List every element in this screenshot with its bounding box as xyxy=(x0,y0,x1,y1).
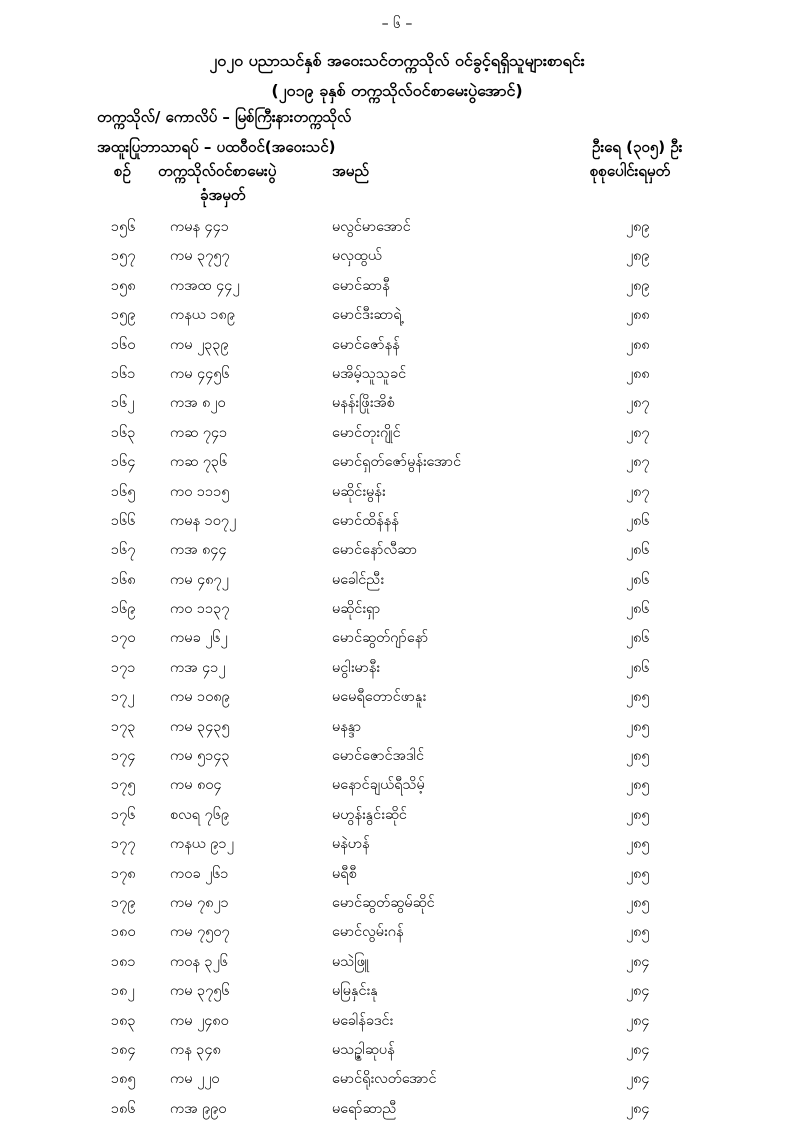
name-cell: မငွါးမာနီး xyxy=(332,659,380,676)
table-row xyxy=(0,508,794,537)
major-line: အထူးပြုဘာသာရပ် – ပထဝီဝင်(အဝေးသင်) xyxy=(97,138,336,156)
roll-number-cell: ကဆ ၇၃၆ xyxy=(170,454,228,471)
table-row xyxy=(0,596,794,625)
total-marks-cell: ၂၈၉ xyxy=(626,219,650,235)
total-marks-cell: ၂၈၈ xyxy=(626,365,650,382)
total-marks-cell: ၂၈၆ xyxy=(626,601,650,618)
roll-number-cell: ကမန ၄၄၁ xyxy=(170,219,230,235)
name-cell: မရော်ဆာညီ xyxy=(332,1100,397,1117)
total-marks-cell: ၂၈၄ xyxy=(626,1100,650,1117)
roll-number-cell: ကဝ ၁၁၁၅ xyxy=(170,483,230,500)
roll-number-cell: ကဝန ၃၂၆ xyxy=(170,953,228,970)
name-cell: မောင်နော်လီဆာ xyxy=(332,542,418,559)
roll-number-cell: ကမ ၁၀၈၉ xyxy=(170,689,230,706)
header-total-marks: စုစုပေါင်းရမှတ် xyxy=(590,162,671,180)
total-marks-cell: ၂၈၅ xyxy=(626,748,650,765)
table-row xyxy=(0,214,794,243)
table-row xyxy=(0,449,794,478)
table-row xyxy=(0,1008,794,1037)
serial-no-cell: ၁၅၇ xyxy=(111,248,136,265)
serial-no-cell: ၁၇၁ xyxy=(111,659,136,676)
name-cell: မောင်ဒီးဆာရဲ့ xyxy=(332,307,402,324)
name-cell: မောင်ရိုးလတ်အောင် xyxy=(332,1071,437,1088)
name-cell: မခေါန်ခဒင်း xyxy=(332,1012,394,1029)
name-cell: မောင်ဇော်နန် xyxy=(332,336,400,353)
roll-number-cell: ကအ ၄၁၂ xyxy=(170,659,226,676)
total-marks-cell: ၂၈၅ xyxy=(626,806,650,823)
serial-no-cell: ၁၈၃ xyxy=(111,1012,136,1029)
table-row xyxy=(0,890,794,919)
page-number: – ၆ – xyxy=(381,16,413,32)
university-line: တက္ကသိုလ်/ ကောလိပ် – မြစ်ကြီးနားတက္ကသိုလ် xyxy=(97,108,352,126)
name-cell: မဟွန်းနွင်းဆိုင် xyxy=(332,806,407,823)
roll-number-cell: ကမခ ၂၆၂ xyxy=(170,630,228,647)
table-row xyxy=(0,655,794,684)
name-cell: မသဉ္ဇါဆုပန် xyxy=(332,1041,395,1058)
total-marks-cell: ၂၈၅ xyxy=(626,865,650,882)
table-row xyxy=(0,949,794,978)
roll-number-cell: ကမ ၂၂၀ xyxy=(170,1071,220,1088)
document-subtitle: (၂၀၁၉ ခုနှစ် တက္ကသိုလ်ဝင်စာမေးပွဲအောင်) xyxy=(271,81,523,100)
serial-no-cell: ၁၅၉ xyxy=(111,307,136,324)
table-row xyxy=(0,861,794,890)
serial-no-cell: ၁၅၆ xyxy=(111,219,136,235)
serial-no-cell: ၁၆၃ xyxy=(111,424,136,441)
name-cell: မောင်တုးဂျိုင် xyxy=(332,424,401,441)
serial-no-cell: ၁၇၅ xyxy=(111,777,136,794)
total-marks-cell: ၂၈၄ xyxy=(626,1071,650,1088)
table-row xyxy=(0,1066,794,1095)
total-marks-cell: ၂၈၆ xyxy=(626,512,650,529)
serial-no-cell: ၁၆၈ xyxy=(111,571,136,588)
table-row xyxy=(0,831,794,860)
roll-number-cell: ကန ၃၄၈ xyxy=(170,1041,221,1058)
roll-number-cell: ကမ ၇၈၂၁ xyxy=(170,894,229,911)
name-cell: မဆိုင်းရှာ xyxy=(332,601,381,618)
serial-no-cell: ၁၇၄ xyxy=(111,748,136,765)
name-cell: မောင်ဇောင်အဒါင် xyxy=(332,748,425,765)
total-marks-cell: ၂၈၅ xyxy=(626,777,650,794)
roll-number-cell: ကမန ၁၀၇၂ xyxy=(170,512,237,529)
table-row xyxy=(0,802,794,831)
name-cell: မဆိုင်းမွန်း xyxy=(332,483,386,500)
total-marks-cell: ၂၈၄ xyxy=(626,953,650,970)
table-row xyxy=(0,537,794,566)
total-marks-cell: ၂၈၅ xyxy=(626,718,650,735)
total-marks-cell: ၂၈၅ xyxy=(626,836,650,853)
roll-number-cell: စလရ ၇၆၉ xyxy=(170,806,230,823)
total-marks-cell: ၂၈၆ xyxy=(626,571,650,588)
total-marks-cell: ၂၈၅ xyxy=(626,924,650,941)
table-row xyxy=(0,1096,794,1125)
serial-no-cell: ၁၇၂ xyxy=(111,689,135,706)
document-title: ၂၀၂၀ ပညာသင်နှစ် အဝေးသင်တက္ကသိုလ် ဝင်ခွင့်ရရှိသူများစာရင်း xyxy=(209,51,585,70)
header-name: အမည် xyxy=(332,162,369,180)
name-cell: မောင်ဆာနီ xyxy=(332,277,390,294)
roll-number-cell: ကဆ ၇၄၁ xyxy=(170,424,228,441)
serial-no-cell: ၁၇၃ xyxy=(111,718,136,735)
name-cell: မောင်ရှတ်ဇော်မွန်းအောင် xyxy=(332,454,462,471)
name-cell: မမေရီတောင်ဖာနူး xyxy=(332,689,427,706)
name-cell: မောင်လွမ်းဂန် xyxy=(332,924,404,941)
serial-no-cell: ၁၇၀ xyxy=(111,630,136,647)
total-marks-cell: ၂၈၇ xyxy=(626,395,650,412)
table-row xyxy=(0,361,794,390)
name-cell: မောင်ထိန်နန် xyxy=(332,512,399,529)
roll-number-cell: ကမ ၅၁၄၃ xyxy=(170,748,230,765)
roll-number-cell: ကအထ ၄၄၂ xyxy=(170,277,240,294)
serial-no-cell: ၁၆၇ xyxy=(111,542,136,559)
serial-no-cell: ၁၇၇ xyxy=(111,836,136,853)
serial-no-cell: ၁၈၆ xyxy=(111,1100,136,1117)
serial-no-cell: ၁၈၀ xyxy=(111,924,136,941)
serial-no-cell: ၁၆၀ xyxy=(111,336,136,353)
table-row xyxy=(0,684,794,713)
roll-number-cell: ကမ ၃၇၅၆ xyxy=(170,983,230,1000)
serial-no-cell: ၁၆၅ xyxy=(111,483,136,500)
roll-number-cell: ကမ ၄၄၅၆ xyxy=(170,365,230,382)
total-marks-cell: ၂၈၄ xyxy=(626,983,650,1000)
total-marks-cell: ၂၈၈ xyxy=(626,336,650,353)
roll-number-cell: ကမ ၇၅၀၇ xyxy=(170,924,230,941)
roll-number-cell: ကနယ ၉၁၂ xyxy=(170,836,234,853)
name-cell: မသဲဖြူ xyxy=(332,953,370,970)
total-marks-cell: ၂၈၉ xyxy=(626,248,650,265)
name-cell: မရီစီ xyxy=(332,865,357,882)
roll-number-cell: ကမ ၃၇၅၇ xyxy=(170,248,230,265)
serial-no-cell: ၁၆၄ xyxy=(111,454,136,471)
total-marks-cell: ၂၈၄ xyxy=(626,1041,650,1058)
header-roll-number: တက္ကသိုလ်ဝင်စာမေးပွဲ xyxy=(158,162,277,180)
student-list xyxy=(0,214,794,1125)
roll-number-cell: ကမ ၂၄၈၀ xyxy=(170,1012,229,1029)
serial-no-cell: ၁၇၈ xyxy=(111,865,136,882)
serial-no-cell: ၁၈၅ xyxy=(111,1071,136,1088)
table-row xyxy=(0,978,794,1007)
name-cell: မလှထွယ် xyxy=(332,248,382,265)
serial-no-cell: ၁၆၁ xyxy=(111,365,136,382)
roll-number-cell: ကအ ၈၂၀ xyxy=(170,395,226,412)
name-cell: မမြနှင်းနု xyxy=(332,983,378,1000)
table-row xyxy=(0,772,794,801)
total-marks-cell: ၂၈၆ xyxy=(626,659,650,676)
roll-number-cell: ကမ ၈၀၄ xyxy=(170,777,222,794)
table-row xyxy=(0,1037,794,1066)
roll-number-cell: ကအ ၈၄၄ xyxy=(170,542,227,559)
serial-no-cell: ၁၇၉ xyxy=(111,894,136,911)
table-row xyxy=(0,567,794,596)
table-row xyxy=(0,302,794,331)
header-roll-number-line2: ခုံအမှတ် xyxy=(200,186,246,204)
total-marks-cell: ၂၈၉ xyxy=(626,277,650,294)
table-row xyxy=(0,390,794,419)
header-serial-no: စဉ် xyxy=(114,162,131,180)
roll-number-cell: ကဝ ၁၁၃၇ xyxy=(170,601,230,618)
table-row xyxy=(0,919,794,948)
name-cell: မအိမ့်သူသူခင် xyxy=(332,365,407,382)
name-cell: မခေါင်ညီး xyxy=(332,571,384,588)
table-row xyxy=(0,714,794,743)
total-marks-cell: ၂၈၆ xyxy=(626,630,650,647)
total-marks-cell: ၂၈၆ xyxy=(626,542,650,559)
total-marks-cell: ၂၈၄ xyxy=(626,1012,650,1029)
serial-no-cell: ၁၈၄ xyxy=(111,1041,136,1058)
serial-no-cell: ၁၅၈ xyxy=(111,277,136,294)
table-row xyxy=(0,625,794,654)
table-row xyxy=(0,273,794,302)
table-row xyxy=(0,743,794,772)
name-cell: မောင်ဆွတ်ဆွမ်ဆိုင် xyxy=(332,894,435,911)
serial-no-cell: ၁၈၁ xyxy=(111,953,136,970)
name-cell: မောင်ဆွတ်ဂျာ်နော် xyxy=(332,630,429,647)
name-cell: မနန္ဒာ xyxy=(332,718,362,735)
total-marks-cell: ၂၈၅ xyxy=(626,689,650,706)
total-marks-cell: ၂၈၅ xyxy=(626,894,650,911)
table-row xyxy=(0,243,794,272)
total-marks-cell: ၂၈၇ xyxy=(626,483,650,500)
name-cell: မနန်းဖြိုးအိစံ xyxy=(332,395,395,412)
roll-number-cell: ကဝခ ၂၆၁ xyxy=(170,865,229,882)
roll-number-cell: ကနယ ၁၈၉ xyxy=(170,307,235,324)
serial-no-cell: ၁၆၆ xyxy=(111,512,136,529)
serial-no-cell: ၁၆၂ xyxy=(111,395,135,412)
name-cell: မလွင်မာအောင် xyxy=(332,219,411,235)
roll-number-cell: ကမ ၂၃၃၉ xyxy=(170,336,229,353)
student-count: ဦးရေ (၃၀၅) ဦး xyxy=(592,138,683,156)
total-marks-cell: ၂၈၈ xyxy=(626,307,650,324)
table-row xyxy=(0,332,794,361)
total-marks-cell: ၂၈၇ xyxy=(626,424,650,441)
name-cell: မနဲဟန် xyxy=(332,836,370,853)
table-row xyxy=(0,479,794,508)
serial-no-cell: ၁၈၂ xyxy=(111,983,135,1000)
roll-number-cell: ကမ ၃၄၃၅ xyxy=(170,718,230,735)
roll-number-cell: ကအ ၉၉၀ xyxy=(170,1100,227,1117)
table-row xyxy=(0,420,794,449)
serial-no-cell: ၁၇၆ xyxy=(111,806,136,823)
name-cell: မနောင်ချယ်ရီသိမ့် xyxy=(332,777,425,794)
total-marks-cell: ၂၈၇ xyxy=(626,454,650,471)
serial-no-cell: ၁၆၉ xyxy=(111,601,136,618)
roll-number-cell: ကမ ၄၈၇၂ xyxy=(170,571,229,588)
